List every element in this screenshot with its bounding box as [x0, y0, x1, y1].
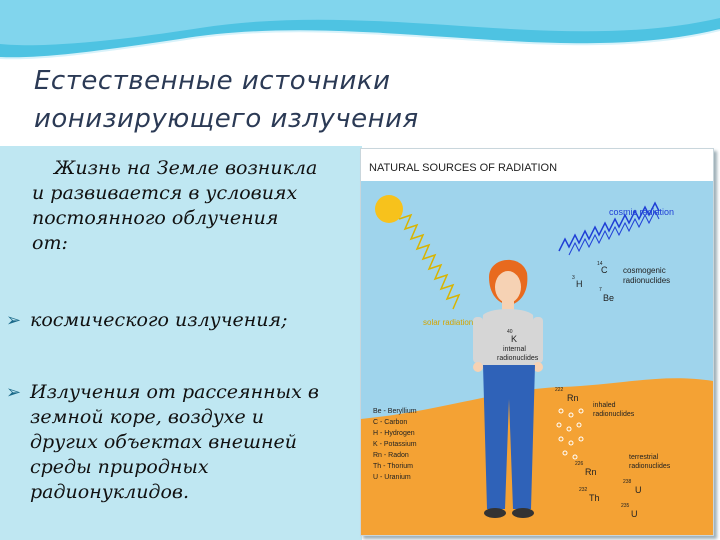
bullet-arrow-icon: ➢ — [6, 382, 22, 403]
radiation-figure — [360, 148, 714, 536]
figure-heading: NATURAL SOURCES OF RADIATION — [369, 162, 558, 174]
intro-line-2: и развивается в условиях — [32, 182, 298, 204]
th232-symbol: Th — [589, 493, 600, 503]
k40-mass: 40 — [507, 329, 513, 335]
u235-mass: 235 — [621, 503, 630, 509]
internal-label-1: internal — [503, 346, 526, 353]
rn222-symbol: Rn — [567, 393, 579, 403]
k40-symbol: K — [511, 334, 518, 344]
legend-item: H - Hydrogen — [373, 430, 415, 437]
bullet-line: других объектах внешней — [30, 431, 298, 453]
legend-item: Be - Beryllium — [373, 408, 417, 415]
bullet-cosmic — [6, 308, 362, 333]
terrestrial-label-1: terrestrial — [629, 454, 659, 461]
inhaled-label-1: inhaled — [593, 402, 616, 409]
radiation-figure-svg — [361, 149, 713, 535]
cosmogenic-label-2: radionuclides — [623, 276, 671, 285]
be7-mass: 7 — [599, 287, 602, 293]
sun-icon — [375, 195, 403, 223]
cosmogenic-label-1: cosmogenic — [623, 266, 666, 275]
cosmic-radiation-label: cosmic radiation — [609, 207, 675, 217]
legend-item: C - Carbon — [373, 419, 408, 426]
legend-item: Th - Thorium — [373, 463, 413, 470]
inhaled-label-2: radionuclides — [593, 411, 635, 418]
intro-line-4: от: — [32, 232, 68, 254]
h3-symbol: H — [576, 279, 583, 289]
bullet-arrow-icon: ➢ — [6, 310, 22, 331]
legend-item: Rn - Radon — [373, 452, 409, 459]
slide-title — [34, 62, 484, 138]
c14-symbol: C — [601, 265, 608, 275]
bullet-line: радионуклидов. — [30, 481, 190, 503]
bullet-line: среды природных — [30, 456, 209, 478]
c14-mass: 14 — [597, 261, 603, 267]
intro-line-1: Жизнь на Земле возникла — [54, 157, 318, 179]
rn226-mass: 226 — [575, 461, 584, 467]
legend-item: U - Uranium — [373, 474, 411, 481]
title-line-2: ионизирующего излучения — [34, 104, 419, 134]
u238-mass: 238 — [623, 479, 632, 485]
legend-item: K - Potassium — [373, 441, 417, 448]
bullet-terrestrial — [6, 380, 362, 505]
th232-mass: 232 — [579, 487, 588, 493]
be7-symbol: Be — [603, 293, 615, 303]
rn226-symbol: Rn — [585, 467, 597, 477]
h3-mass: 3 — [572, 275, 575, 281]
bullet-line: космического излучения; — [30, 309, 288, 331]
title-line-1: Естественные источники — [34, 66, 391, 96]
rn222-mass: 222 — [555, 387, 564, 393]
internal-label-2: radionuclides — [497, 355, 539, 362]
intro-line-3: постоянного облучения — [32, 207, 279, 229]
terrestrial-label-2: radionuclides — [629, 463, 671, 470]
bullet-line: земной коре, воздухе и — [30, 406, 265, 428]
intro-text — [32, 156, 360, 256]
bullet-line: Излучения от рассеянных в — [30, 381, 319, 403]
u238-symbol: U — [635, 485, 642, 495]
solar-radiation-label: solar radiation — [423, 318, 474, 327]
u235-symbol: U — [631, 509, 638, 519]
